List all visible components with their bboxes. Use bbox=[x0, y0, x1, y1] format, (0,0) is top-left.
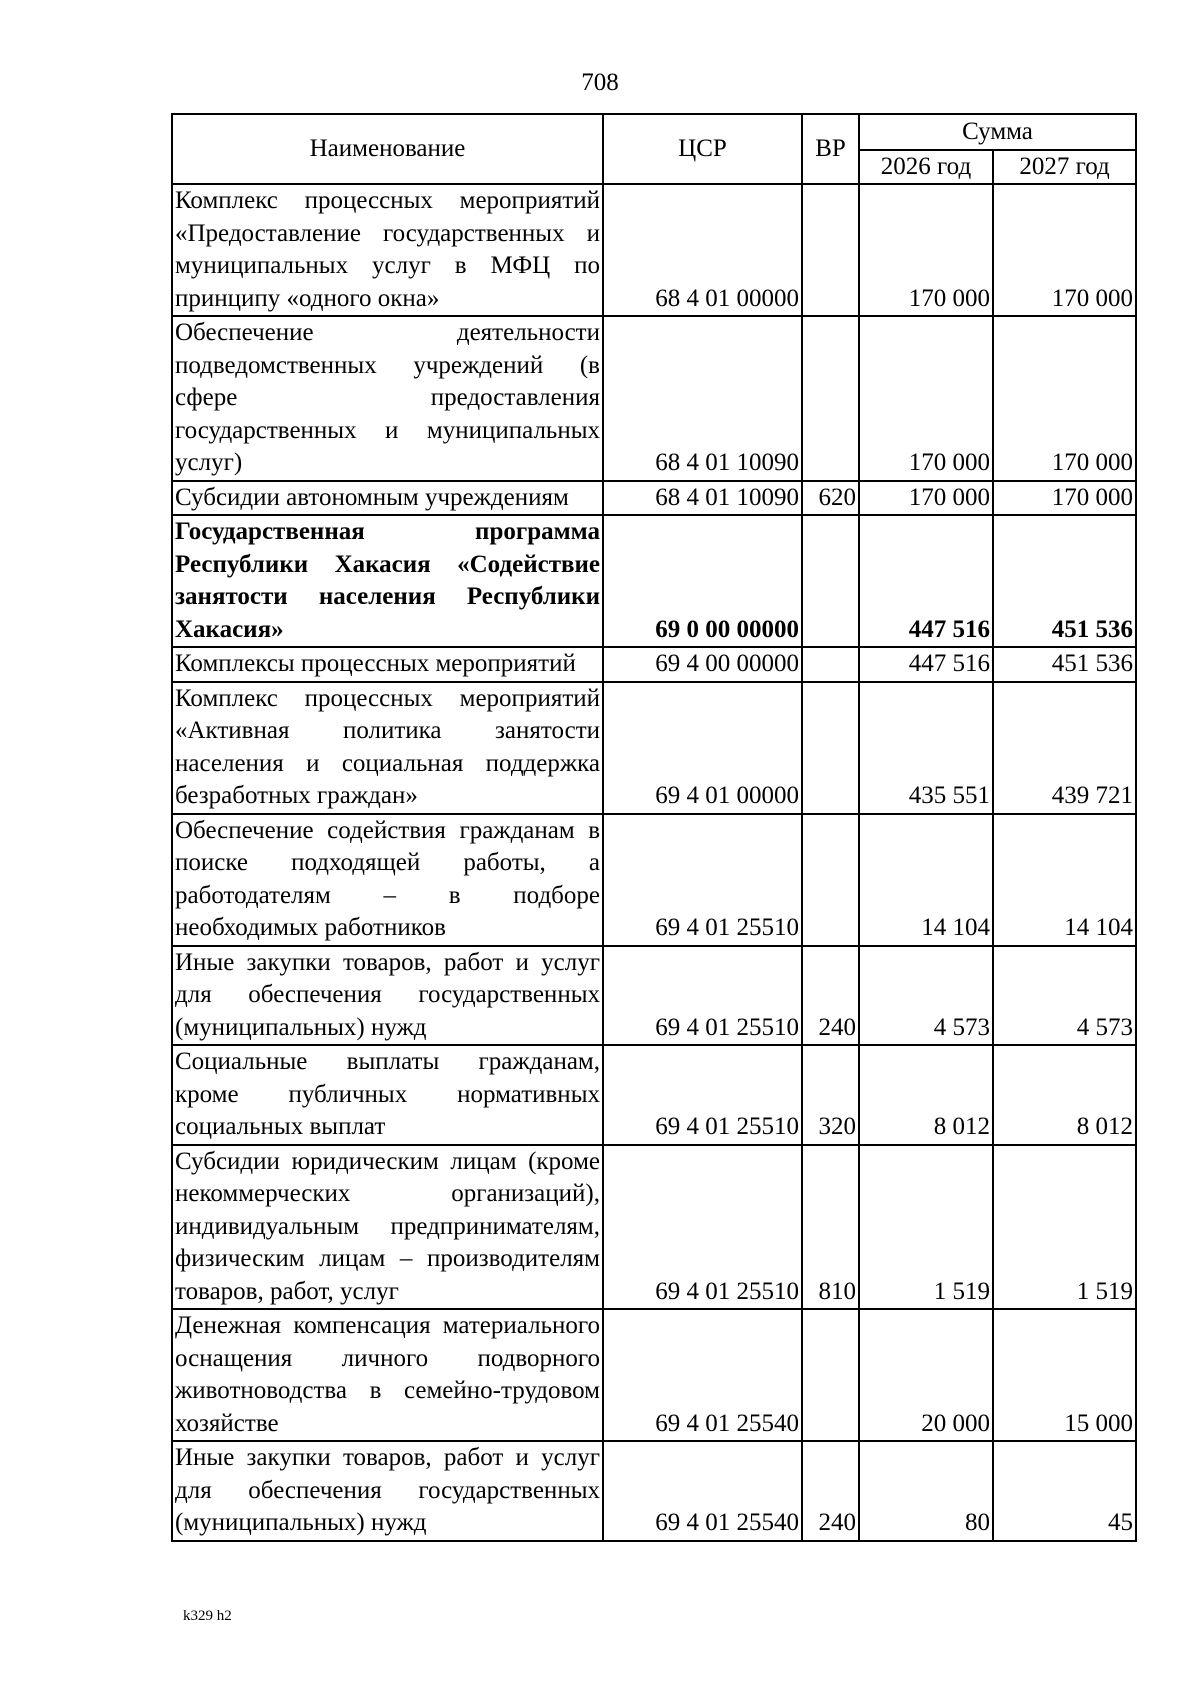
header-name: Наименование bbox=[172, 114, 603, 184]
table-row bbox=[172, 814, 1136, 946]
table-row bbox=[172, 1145, 1136, 1310]
row-vr: 240 bbox=[802, 1441, 859, 1541]
row-name: Обеспечение содействия гражданам в поиске подходящей работы, а работодателям – в подборе необходимых работников bbox=[172, 814, 603, 946]
row-vr bbox=[802, 814, 859, 946]
table-row-program bbox=[172, 515, 1136, 647]
table-row bbox=[172, 1309, 1136, 1441]
row-sum-2026: 4 573 bbox=[859, 946, 993, 1046]
row-csr: 69 4 01 25510 bbox=[603, 1045, 802, 1145]
header-year-2026: 2026 год bbox=[859, 150, 993, 184]
row-vr bbox=[802, 515, 859, 647]
row-sum-2026: 170 000 bbox=[859, 316, 993, 481]
row-sum-2027: 439 721 bbox=[993, 682, 1136, 814]
row-name: Иные закупки товаров, работ и услуг для обеспечения государственных (муниципальных) нужд bbox=[172, 946, 603, 1046]
row-vr: 620 bbox=[802, 481, 859, 516]
table-row bbox=[172, 184, 1136, 316]
row-name: Обеспечение деятельности подведомственных учреждений (в сфере предоставления государственных и муниципальных услуг) bbox=[172, 316, 603, 481]
row-sum-2027: 4 573 bbox=[993, 946, 1136, 1046]
row-sum-2026: 435 551 bbox=[859, 682, 993, 814]
row-sum-2026: 447 516 bbox=[859, 515, 993, 647]
row-sum-2027: 170 000 bbox=[993, 316, 1136, 481]
row-csr: 68 4 01 10090 bbox=[603, 481, 802, 516]
header-row bbox=[172, 114, 1136, 150]
row-sum-2026: 1 519 bbox=[859, 1145, 993, 1310]
row-csr: 69 4 01 25510 bbox=[603, 814, 802, 946]
row-sum-2027: 170 000 bbox=[993, 481, 1136, 516]
table-row bbox=[172, 316, 1136, 481]
row-sum-2027: 8 012 bbox=[993, 1045, 1136, 1145]
row-csr: 69 4 01 25540 bbox=[603, 1309, 802, 1441]
row-csr: 69 4 01 25510 bbox=[603, 946, 802, 1046]
table-row bbox=[172, 682, 1136, 814]
table-row bbox=[172, 1045, 1136, 1145]
row-name: Иные закупки товаров, работ и услуг для обеспечения государственных (муниципальных) нужд bbox=[172, 1441, 603, 1541]
page-number: 708 bbox=[581, 69, 619, 96]
row-vr bbox=[802, 1309, 859, 1441]
header-vr: ВР bbox=[802, 114, 859, 184]
row-csr: 69 4 01 25540 bbox=[603, 1441, 802, 1541]
row-csr: 68 4 01 10090 bbox=[603, 316, 802, 481]
row-csr: 68 4 01 00000 bbox=[603, 184, 802, 316]
row-name: Социальные выплаты гражданам, кроме публичных нормативных социальных выплат bbox=[172, 1045, 603, 1145]
row-csr: 69 4 01 25510 bbox=[603, 1145, 802, 1310]
row-name: Комплексы процессных мероприятий bbox=[172, 647, 603, 682]
row-sum-2026: 170 000 bbox=[859, 184, 993, 316]
table-row bbox=[172, 647, 1136, 682]
row-sum-2026: 20 000 bbox=[859, 1309, 993, 1441]
header-sum: Сумма bbox=[859, 114, 1136, 150]
row-sum-2026: 8 012 bbox=[859, 1045, 993, 1145]
row-vr: 810 bbox=[802, 1145, 859, 1310]
row-vr bbox=[802, 184, 859, 316]
table-row bbox=[172, 946, 1136, 1046]
row-sum-2027: 14 104 bbox=[993, 814, 1136, 946]
row-sum-2027: 451 536 bbox=[993, 515, 1136, 647]
row-sum-2027: 451 536 bbox=[993, 647, 1136, 682]
row-name: Денежная компенсация материального оснащения личного подворного животноводства в семейно-трудовом хозяйстве bbox=[172, 1309, 603, 1441]
table-row bbox=[172, 1441, 1136, 1541]
row-vr: 320 bbox=[802, 1045, 859, 1145]
header-year-2027: 2027 год bbox=[993, 150, 1136, 184]
row-csr: 69 0 00 00000 bbox=[603, 515, 802, 647]
footer-code: k329 h2 bbox=[183, 1608, 232, 1624]
row-sum-2027: 1 519 bbox=[993, 1145, 1136, 1310]
row-sum-2026: 14 104 bbox=[859, 814, 993, 946]
row-vr: 240 bbox=[802, 946, 859, 1046]
row-sum-2026: 170 000 bbox=[859, 481, 993, 516]
row-csr: 69 4 00 00000 bbox=[603, 647, 802, 682]
header-csr: ЦСР bbox=[603, 114, 802, 184]
row-name: Субсидии юридическим лицам (кроме некоммерческих организаций), индивидуальным предпринимателям, физическим лицам – производителям товаров, работ, услуг bbox=[172, 1145, 603, 1310]
row-name: Комплекс процессных мероприятий «Активная политика занятости населения и социальная поддержка безработных граждан» bbox=[172, 682, 603, 814]
table-row bbox=[172, 481, 1136, 516]
row-sum-2027: 45 bbox=[993, 1441, 1136, 1541]
row-sum-2026: 447 516 bbox=[859, 647, 993, 682]
row-name: Комплекс процессных мероприятий «Предоставление государственных и муниципальных услуг в МФЦ по принципу «одного окна» bbox=[172, 184, 603, 316]
row-name: Государственная программа Республики Хакасия «Содействие занятости населения Республики Хакасия» bbox=[172, 515, 603, 647]
budget-table bbox=[171, 113, 1137, 1542]
row-csr: 69 4 01 00000 bbox=[603, 682, 802, 814]
row-sum-2026: 80 bbox=[859, 1441, 993, 1541]
row-vr bbox=[802, 682, 859, 814]
row-name: Субсидии автономным учреждениям bbox=[172, 481, 603, 516]
row-sum-2027: 170 000 bbox=[993, 184, 1136, 316]
row-vr bbox=[802, 647, 859, 682]
row-vr bbox=[802, 316, 859, 481]
row-sum-2027: 15 000 bbox=[993, 1309, 1136, 1441]
